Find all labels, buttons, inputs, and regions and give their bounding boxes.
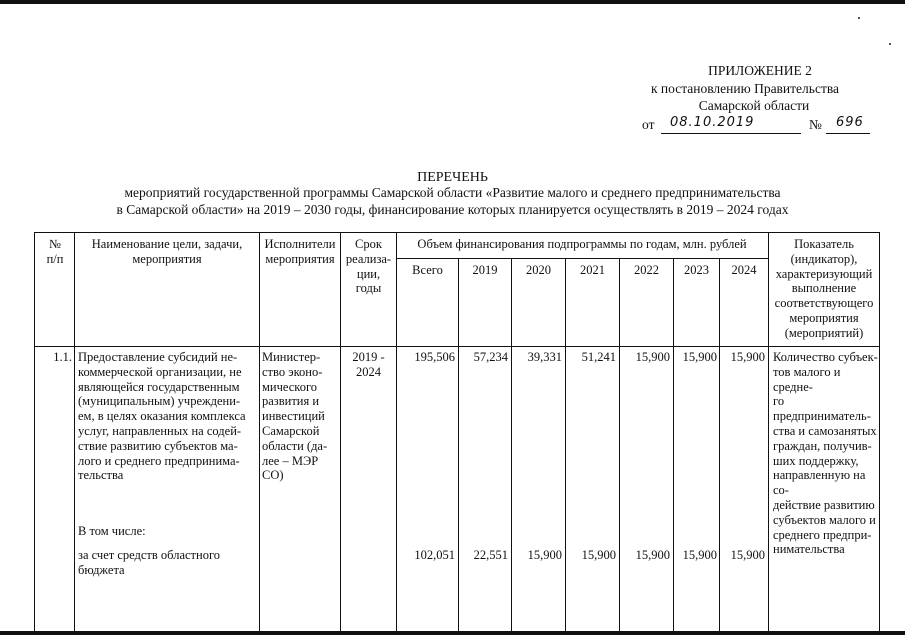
number-prefix: № (809, 117, 822, 132)
row-term: 2019 - 2024 (352, 350, 385, 379)
scan-speck (889, 43, 891, 45)
date-prefix: от (642, 117, 655, 132)
col-line (259, 232, 260, 632)
subtitle-line-2: в Самарской области» на 2019 – 2030 годы, финансирование которых планируется осуществлять в 2019 – 2024 годах (116, 202, 789, 217)
table-left-line (34, 232, 35, 632)
row-value: 22,551 (473, 548, 508, 562)
row-value: 15,900 (635, 548, 670, 562)
row-value: 15,900 (682, 548, 717, 562)
row-executor: Министер- ство эконо- мического развития и инвестиций Самарской области (да- лее – МЭР СО) (262, 350, 328, 483)
measures-table (34, 232, 880, 632)
header-year: 2024 (731, 263, 757, 277)
col-line (74, 232, 75, 632)
document-title: ПЕРЕЧЕНЬ (417, 170, 488, 185)
header-indicator: Показатель (индикатор), характеризующий выполнение соответствующего мероприятия (мероприятий) (774, 237, 874, 340)
row-total: 195,506 (414, 350, 455, 364)
header-year: 2022 (634, 263, 659, 277)
header-bottom-line (34, 346, 880, 347)
header-total: Всего (412, 263, 443, 277)
col-line (768, 232, 769, 632)
table-right-line (879, 232, 880, 632)
row-value: 15,900 (635, 350, 670, 364)
date-underline (661, 133, 801, 134)
col-line (719, 258, 720, 632)
scan-speck (858, 17, 860, 19)
row-value: 39,331 (527, 350, 562, 364)
col-line (511, 258, 512, 632)
header-year: 2020 (526, 263, 551, 277)
date-value: 08.10.2019 (670, 115, 755, 130)
col-line (619, 258, 620, 632)
document-subtitle (0, 184, 905, 218)
appendix-line-2: к постановлению Правительства (650, 80, 840, 96)
including-label: В том числе: (78, 524, 146, 538)
number-value: 696 (836, 115, 864, 130)
appendix-title: ПРИЛОЖЕНИЕ 2 (708, 63, 812, 78)
row-value: 15,900 (581, 548, 616, 562)
number-underline (826, 133, 870, 134)
header-funding: Объем финансирования подпрограммы по годам, млн. рублей (417, 237, 747, 251)
row-value: 57,234 (473, 350, 508, 364)
col-line (396, 232, 397, 632)
row-indicator: Количество субъек- тов малого и средне- го предприниматель- ства и самозанятых граждан, получив- ших поддержку, направленную на со- действие развитию субъектов малого и среднего предпри- нимательства (773, 350, 878, 557)
header-executors: Исполнители мероприятия (264, 237, 336, 266)
funding-subheader-line (396, 258, 768, 259)
row-value: 15,900 (682, 350, 717, 364)
header-year: 2019 (472, 263, 498, 277)
header-name: Наименование цели, задачи, мероприятия (91, 237, 243, 266)
row-name: за счет средств областного бюджета (78, 548, 221, 577)
appendix-header (620, 62, 870, 115)
appendix-line-3: Самарской области (698, 98, 810, 113)
row-value: 15,900 (730, 548, 765, 562)
header-year: 2023 (684, 263, 709, 277)
col-line (673, 258, 674, 632)
header-num: № п/п (46, 237, 64, 266)
row-num: 1.1. (53, 350, 72, 364)
top-border (0, 0, 905, 4)
table-top-line (34, 232, 880, 233)
row-value: 15,900 (730, 350, 765, 364)
row-value: 51,241 (581, 350, 616, 364)
header-year: 2021 (580, 263, 605, 277)
row-name: Предоставление субсидий не- коммерческой организации, не являющейся государственным (муниципальным) учреждени- ем, в целях оказания комплекса услуг, направленных на содей- ствие развитию субъектов ма- лого и среднего предпринима- тельства (78, 350, 246, 483)
row-value: 15,900 (527, 548, 562, 562)
subtitle-line-1: мероприятий государственной программы Самарской области «Развитие малого и среднего предпринимательства (124, 185, 781, 200)
header-term: Срок реализа- ции, годы (345, 237, 392, 296)
col-line (565, 258, 566, 632)
col-line (458, 258, 459, 632)
row-total: 102,051 (414, 548, 455, 562)
